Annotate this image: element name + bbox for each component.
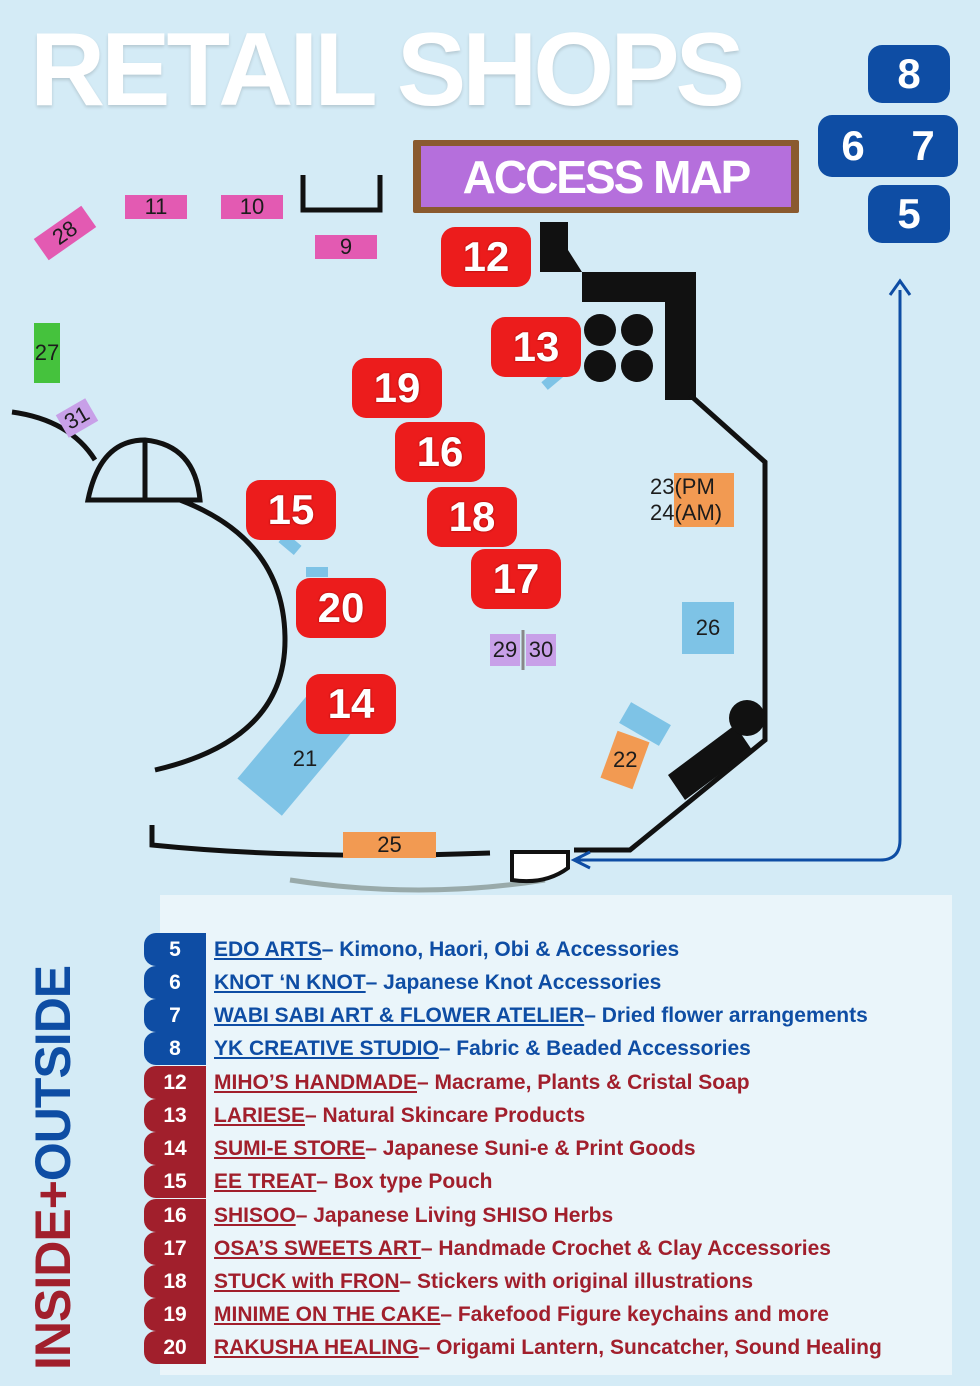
legend-desc: – Japanese Knot Accessories xyxy=(365,970,662,994)
legend-shop-name[interactable]: RAKUSHA HEALING xyxy=(214,1335,419,1359)
pillar-3 xyxy=(584,350,616,382)
map-badge-18[interactable]: 18 xyxy=(427,487,517,547)
map-badge-13[interactable]: 13 xyxy=(491,317,581,377)
legend-shop-name[interactable]: EE TREAT xyxy=(214,1169,317,1193)
legend-desc: – Natural Skincare Products xyxy=(305,1103,586,1127)
legend-num: 16 xyxy=(144,1199,206,1232)
legend-num: 8 xyxy=(144,1032,206,1065)
map-badge-20[interactable]: 20 xyxy=(296,578,386,638)
legend-desc: – Stickers with original illustrations xyxy=(399,1269,754,1293)
legend-desc: – Dried flower arrangements xyxy=(584,1003,868,1027)
pillar-4 xyxy=(621,350,653,382)
legend-shop-name[interactable]: MINIME ON THE CAKE xyxy=(214,1302,441,1326)
legend-desc: – Box type Pouch xyxy=(316,1169,493,1193)
map-badge-16[interactable]: 16 xyxy=(395,422,485,482)
booth-9: 9 xyxy=(315,235,377,259)
legend-shop-name[interactable]: STUCK with FRON xyxy=(214,1269,400,1293)
booth-28: 28 xyxy=(34,206,96,261)
access-map-sign: ACCESS MAP xyxy=(421,146,791,207)
legend-row-20[interactable] xyxy=(144,1331,882,1364)
booth-10: 10 xyxy=(221,195,283,219)
outside-label: OUTSIDE xyxy=(25,965,81,1182)
legend-desc: – Japanese Living SHISO Herbs xyxy=(295,1203,614,1227)
legend-row-18[interactable] xyxy=(144,1265,753,1298)
legend-num: 20 xyxy=(144,1331,206,1364)
legend-desc: – Origami Lantern, Suncatcher, Sound Healing xyxy=(418,1335,882,1359)
legend-num: 7 xyxy=(144,999,206,1032)
wall-block xyxy=(540,222,568,272)
legend-desc: – Fabric & Beaded Accessories xyxy=(438,1036,751,1060)
legend-row-8[interactable] xyxy=(144,1032,751,1065)
booth-11: 11 xyxy=(125,195,187,219)
legend-shop-name[interactable]: WABI SABI ART & FLOWER ATELIER xyxy=(214,1003,585,1027)
booth-22: 22 xyxy=(600,731,649,790)
wall-big-arc xyxy=(155,500,285,770)
map-badge-15[interactable]: 15 xyxy=(246,480,336,540)
legend-shop-name[interactable]: KNOT ‘N KNOT xyxy=(214,970,366,994)
inside-label: INSIDE xyxy=(25,1209,81,1370)
legend-desc: – Macrame, Plants & Cristal Soap xyxy=(417,1070,750,1094)
legend-desc: – Fakefood Figure keychains and more xyxy=(440,1302,829,1326)
legend-row-7[interactable] xyxy=(144,999,868,1032)
legend-shop-name[interactable]: EDO ARTS xyxy=(214,937,322,961)
legend-num: 12 xyxy=(144,1066,206,1099)
pillar-round xyxy=(729,700,765,736)
legend-shop-name[interactable]: OSA’S SWEETS ART xyxy=(214,1236,421,1260)
legend-num: 6 xyxy=(144,966,206,999)
legend-row-12[interactable] xyxy=(144,1066,750,1099)
booth-30: 30 xyxy=(526,634,556,666)
building-badge-7: 7 xyxy=(911,122,935,169)
booth-23-label: 23(PM xyxy=(650,474,715,499)
legend-row-6[interactable] xyxy=(144,966,661,999)
legend-desc: – Japanese Suni-e & Print Goods xyxy=(365,1136,696,1160)
legend-row-19[interactable] xyxy=(144,1298,829,1331)
building-badge-6-7 xyxy=(818,115,958,177)
wall-right xyxy=(690,395,765,710)
legend-shop-name[interactable]: YK CREATIVE STUDIO xyxy=(214,1036,439,1060)
wall-bottom xyxy=(152,825,490,855)
legend-row-5[interactable] xyxy=(144,933,679,966)
legend-num: 13 xyxy=(144,1099,206,1132)
legend-row-13[interactable] xyxy=(144,1099,585,1132)
legend-shop-name[interactable]: LARIESE xyxy=(214,1103,306,1127)
map-badge-12[interactable]: 12 xyxy=(441,227,531,287)
building-badge-5: 5 xyxy=(868,185,950,243)
booth-31: 31 xyxy=(56,398,98,438)
entrance-door xyxy=(512,852,568,881)
inside-outside-label xyxy=(8,965,98,1370)
booth-tag-20 xyxy=(306,567,328,577)
booth-25: 25 xyxy=(343,832,436,858)
booth-27: 27 xyxy=(34,323,60,383)
legend-row-15[interactable] xyxy=(144,1165,493,1198)
booth-24-label: 24(AM) xyxy=(650,500,723,525)
bottom-gray-arc xyxy=(290,880,545,890)
wall-bracket xyxy=(303,175,380,210)
legend-num: 17 xyxy=(144,1232,206,1265)
booth-29: 29 xyxy=(490,634,520,666)
legend-row-17[interactable] xyxy=(144,1232,831,1265)
legend-shop-name[interactable]: SHISOO xyxy=(214,1203,296,1227)
legend-shop-name[interactable]: SUMI-E STORE xyxy=(214,1136,366,1160)
plus-label: + xyxy=(25,1181,81,1210)
legend-num: 19 xyxy=(144,1298,206,1331)
legend-row-16[interactable] xyxy=(144,1199,613,1232)
legend-num: 18 xyxy=(144,1265,206,1298)
legend-shop-name[interactable]: MIHO’S HANDMADE xyxy=(214,1070,417,1094)
legend-desc: – Kimono, Haori, Obi & Accessories xyxy=(321,937,680,961)
map-badge-19[interactable]: 19 xyxy=(352,358,442,418)
booth-21-label: 21 xyxy=(292,746,318,771)
booth-26: 26 xyxy=(682,602,734,654)
legend-num: 15 xyxy=(144,1165,206,1198)
map-badge-14[interactable]: 14 xyxy=(306,674,396,734)
building-badge-6: 6 xyxy=(841,122,865,169)
page-title: RETAIL SHOPS xyxy=(30,12,741,128)
pillar-1 xyxy=(584,314,616,346)
pillar-2 xyxy=(621,314,653,346)
legend-num: 5 xyxy=(144,933,206,966)
legend-num: 14 xyxy=(144,1132,206,1165)
legend-row-14[interactable] xyxy=(144,1132,696,1165)
legend-desc: – Handmade Crochet & Clay Accessories xyxy=(420,1236,831,1260)
building-badge-8: 8 xyxy=(868,45,950,103)
map-badge-17[interactable]: 17 xyxy=(471,549,561,609)
